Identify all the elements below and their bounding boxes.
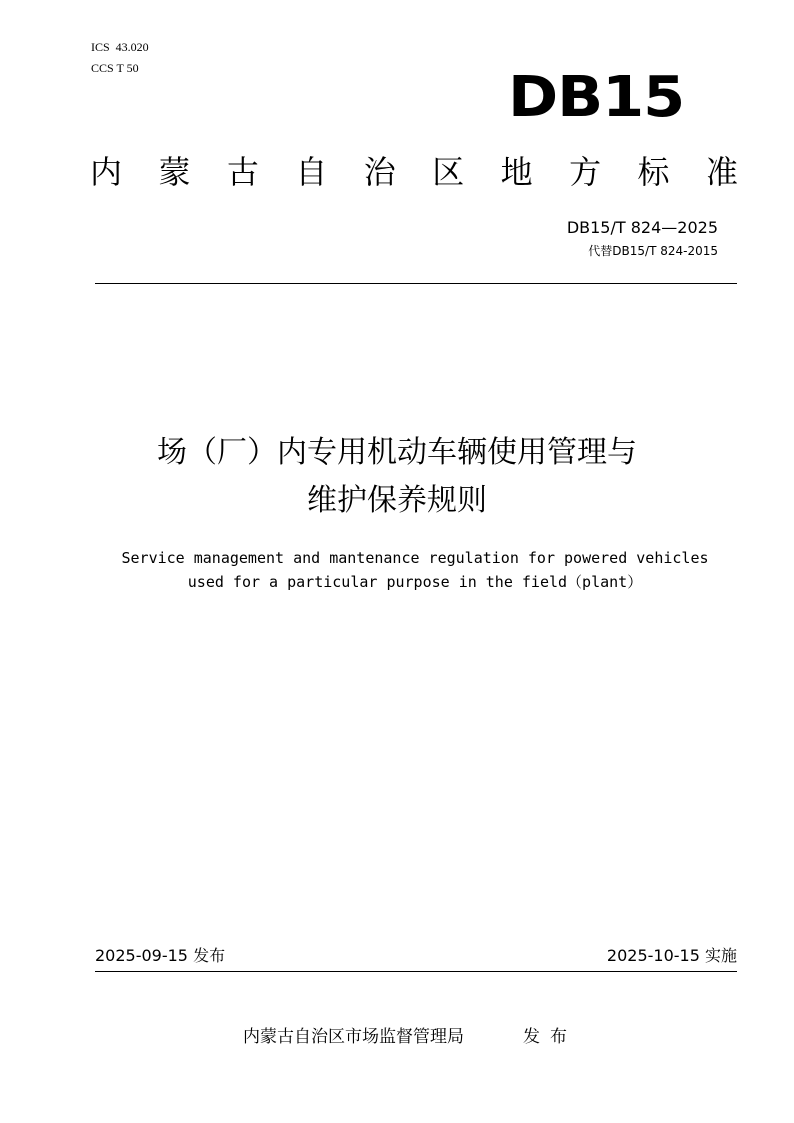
org-title-char: 地 — [500, 153, 533, 191]
issue-label: 发布 — [523, 1027, 577, 1047]
org-title-char: 内 — [90, 153, 123, 191]
org-title-char: 自 — [295, 153, 328, 191]
db15-logo: DB15 — [507, 65, 684, 130]
org-title — [90, 150, 738, 194]
standard-number: DB15/T 824—2025 — [566, 218, 718, 237]
org-title-char: 准 — [705, 153, 738, 191]
issuer-name: 内蒙古自治区市场监督管理局 — [243, 1027, 464, 1047]
title-cn-line-1: 场（厂）内专用机动车辆使用管理与 — [157, 435, 637, 470]
ics-code: ICS 43.020 — [91, 40, 149, 54]
org-title-char: 蒙 — [158, 153, 191, 191]
org-title-char: 方 — [569, 153, 602, 191]
publish-date: 2025-09-15 发布 — [95, 946, 226, 965]
bottom-divider — [95, 971, 737, 972]
org-title-char: 区 — [432, 153, 465, 191]
org-title-char: 治 — [363, 153, 396, 191]
title-en-line-2: used for a particular purpose in the field（plant） — [187, 573, 643, 591]
title-en-line-1: Service management and mantenance regulation for powered vehicles — [121, 549, 709, 567]
implement-date: 2025-10-15 实施 — [606, 946, 737, 965]
replaced-standard: 代替DB15/T 824-2015 — [588, 244, 718, 258]
top-divider — [95, 283, 737, 284]
title-cn-line-2: 维护保养规则 — [307, 483, 487, 518]
org-title-char: 标 — [637, 153, 670, 191]
ccs-code: CCS T 50 — [91, 61, 139, 75]
org-title-char: 古 — [226, 153, 259, 191]
